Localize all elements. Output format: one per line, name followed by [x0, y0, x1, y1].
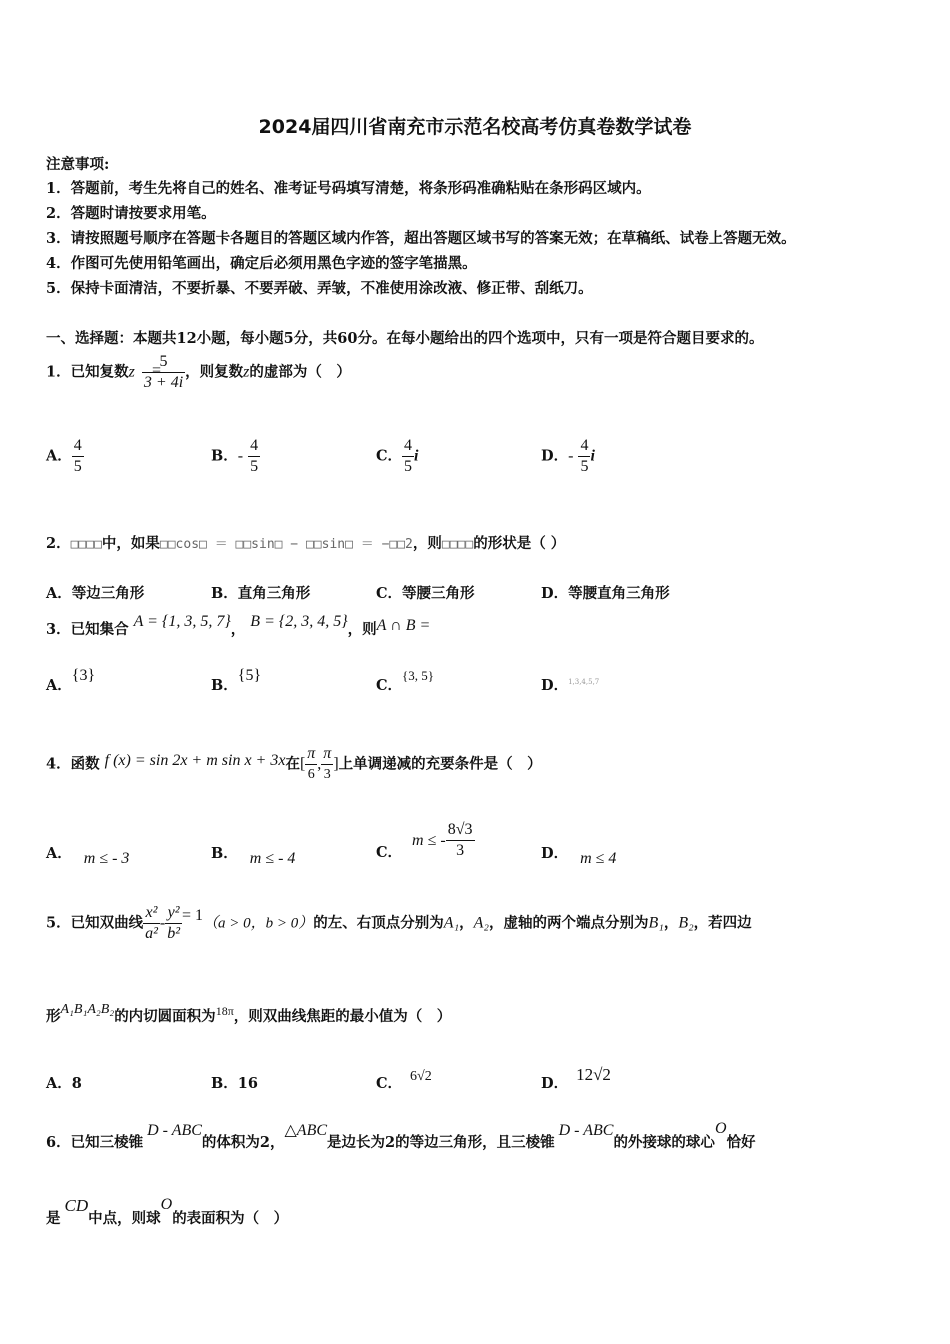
q1-z2: z — [243, 363, 250, 381]
q4-left-bracket: [ — [299, 755, 306, 773]
q4-suffix: 上单调递减的充要条件是（ ） — [338, 755, 542, 773]
q5-a2: A₂ — [473, 914, 489, 932]
q4-option-d — [541, 842, 617, 867]
q4-b-val: m ≤ - 4 — [249, 850, 296, 867]
question-5: 5．已知双曲线 $\frac{\text{x²}}{\text{a²}}$ - $\frac{\text{y²}}{\text{b²}}$ = 1（a > 0，b > 0）的左、右顶点分别为A₁，A₂，虚轴的两个端点分别为B₁，B₂，若四边 — [46, 904, 752, 942]
q4-function: f (x) = sin 2x + m sin x + 3x — [104, 751, 286, 769]
q1-den: 3 + 4i — [143, 374, 184, 391]
q3-option-a — [46, 667, 96, 695]
q2-option-d: D．等腰直角三角形 — [541, 585, 670, 602]
q1-fraction — [142, 352, 185, 393]
q4-a-val: m ≤ - 3 — [83, 850, 130, 867]
q2-prefix: 2． — [46, 535, 71, 552]
q1-c-i: i — [414, 447, 419, 465]
note-item-5: 5．保持卡面清洁，不要折暴、不要弄破、弄皱，不准使用涂改液、修正带、刮纸刀。 — [46, 280, 593, 297]
q4-option-c — [376, 820, 475, 861]
q3-option-c — [376, 668, 435, 695]
q6-cd: CD — [64, 1196, 89, 1215]
q6-prefix: 6．已知三棱锥 — [46, 1134, 144, 1151]
section-heading: 一、选择题：本题共12小题，每小题5分，共60分。在每小题给出的四个选项中，只有一项是符合题目要求的。 — [46, 330, 764, 347]
question-6-line-2 — [46, 1196, 289, 1228]
q4-frac-2 — [321, 744, 333, 785]
q1-c-label: C． — [376, 447, 403, 465]
q2-option-a: A．等边三角形 — [46, 585, 145, 602]
q1-b-num: 4 — [248, 436, 260, 457]
q5-text-3: ，若四边 — [693, 914, 752, 932]
q3-option-b — [211, 667, 262, 695]
q4-c-pre: m ≤ - — [412, 831, 446, 849]
q5-den-b: b² — [167, 925, 181, 942]
q3-option-d — [541, 674, 599, 695]
q2-option-c: C．等腰三角形 — [376, 585, 475, 602]
q4-den-2: 3 — [323, 767, 331, 782]
q4-a-label: A． — [46, 845, 72, 862]
q2-text-1: 中，如果 — [101, 535, 160, 552]
q5-text-2: ，虚轴的两个端点分别为 — [488, 914, 649, 932]
note-item-3: 3．请按照题号顺序在答题卡各题目的答题区域内作答，超出答题区域书写的答案无效；在草稿纸、试卷上答题无效。 — [46, 230, 796, 247]
q5-option-a — [46, 1072, 82, 1093]
q3-a-val: {3} — [71, 667, 96, 684]
q6-line2-b: 中点，则球 — [88, 1210, 161, 1227]
q2-text-3: 的形状是（ ） — [473, 535, 566, 552]
q6-pyramid: D - ABC — [147, 1122, 202, 1139]
q3-comma: ， — [230, 621, 246, 638]
q3-b-label: B． — [211, 677, 238, 694]
q5-b-val: 16 — [237, 1075, 258, 1092]
question-4: 4．函数 f (x) = sin 2x + m sin x + 3x在[ $\frac{\pi}{6}$ , $\frac{\pi}{3}$ ]上单调递减的充要条件是（ ） — [46, 744, 542, 785]
q5-d-label: D． — [541, 1075, 569, 1092]
q5-num-y: y² — [165, 903, 182, 924]
q1-num: 5 — [142, 352, 185, 373]
q4-c-num: 8√3 — [446, 820, 475, 841]
q1-suffix2: 的虚部为（ ） — [249, 363, 351, 381]
q4-right-bracket: ] — [333, 755, 339, 773]
q4-frac-1 — [305, 744, 317, 785]
q6-triangle: △ABC — [284, 1122, 328, 1139]
q6-line2-a: 是 — [46, 1210, 61, 1227]
q4-c-frac — [446, 820, 475, 861]
question-6 — [46, 1120, 756, 1152]
q1-d-num: 4 — [578, 436, 590, 457]
q4-den-1: 6 — [307, 767, 315, 782]
q3-then: ，则 — [347, 621, 377, 638]
q1-c-num: 4 — [402, 436, 414, 457]
notes-heading: 注意事项: — [46, 156, 110, 173]
q1-option-c — [376, 436, 419, 477]
q6-text-4: 恰好 — [726, 1134, 756, 1151]
q1-prefix: 1．已知复数 — [46, 363, 129, 381]
q1-d-frac — [578, 436, 590, 477]
q5-b1: B₁ — [648, 914, 664, 932]
q3-prefix: 3．已知集合 — [46, 621, 129, 638]
q1-option-a — [46, 436, 84, 477]
q1-a-den: 5 — [73, 458, 82, 475]
q5-num-x: x² — [143, 903, 160, 924]
q5-line2-c: ，则双曲线焦距的最小值为（ ） — [233, 1008, 452, 1025]
q5-a-val: 8 — [71, 1075, 82, 1092]
q1-c-frac — [402, 436, 414, 477]
q4-c-den: 3 — [456, 842, 465, 859]
q5-conditions: （a > 0，b > 0） — [203, 915, 314, 932]
q1-eq: = — [152, 362, 162, 379]
question-1 — [46, 352, 351, 393]
q5-c-val: 6√2 — [410, 1069, 432, 1084]
q3-set-b: B = {2, 3, 4, 5} — [250, 613, 348, 630]
q2-text-2: ，则 — [412, 535, 442, 552]
q5-b2: B₂ — [678, 914, 694, 932]
q5-quad: A₁B₁A₂B₂ — [60, 1002, 115, 1017]
q1-z: z — [128, 363, 135, 381]
q4-prefix: 4．函数 — [46, 755, 100, 773]
q6-line2-c: 的表面积为（ ） — [172, 1210, 289, 1227]
q5-line2-b: 的内切圆面积为 — [114, 1008, 216, 1025]
q1-d-sign: - — [568, 447, 574, 465]
q1-option-d — [541, 436, 595, 477]
q6-text-2: 是边长为2的等边三角形，且三棱锥 — [327, 1134, 555, 1151]
q4-option-a — [46, 842, 130, 867]
q5-option-c — [376, 1069, 432, 1093]
q1-a-frac — [72, 436, 84, 477]
q4-d-val: m ≤ 4 — [580, 850, 617, 867]
q5-frac-x — [143, 903, 160, 944]
question-5-line-2 — [46, 1002, 452, 1026]
q1-c-den: 5 — [404, 458, 413, 475]
q1-b-frac — [248, 436, 260, 477]
q4-pi-2: π — [321, 744, 333, 765]
q4-d-label: D． — [541, 845, 569, 862]
q4-pi-1: π — [305, 744, 317, 765]
q6-center-o: O — [714, 1120, 727, 1137]
q5-a1: A₁ — [443, 914, 460, 932]
question-2 — [46, 532, 565, 553]
q1-b-label: B． — [211, 447, 238, 465]
q4-c-label: C． — [376, 843, 403, 861]
q3-b-val: {5} — [237, 667, 262, 684]
q3-set-a: A = {1, 3, 5, 7} — [133, 613, 231, 630]
q1-suffix: ，则复数 — [185, 363, 244, 381]
q3-c-label: C． — [376, 677, 403, 694]
q1-option-b — [211, 436, 260, 477]
q5-den-a: a² — [145, 925, 158, 942]
q5-prefix: 5．已知双曲线 — [46, 914, 144, 932]
q5-frac-y — [165, 903, 182, 944]
q6-pyramid-2: D - ABC — [558, 1122, 614, 1139]
q6-ball-o: O — [160, 1196, 173, 1213]
q4-zai: 在 — [285, 755, 300, 773]
q1-a-num: 4 — [72, 436, 84, 457]
note-item-4: 4．作图可先使用铅笔画出，确定后必须用黑色字迹的签字笔描黑。 — [46, 255, 477, 272]
q1-b-sign: - — [237, 447, 244, 465]
q3-d-val: 1,3,4,5,7 — [568, 678, 600, 686]
q5-option-b — [211, 1072, 258, 1093]
q3-d-label: D． — [541, 677, 569, 694]
page-title: 2024届四川省南充市示范名校高考仿真卷数学试卷 — [258, 116, 692, 138]
q2-option-b: B．直角三角形 — [211, 585, 311, 602]
q3-c-val: {3, 5} — [402, 668, 435, 683]
q3-a-label: A． — [46, 677, 72, 694]
q2-garbled-3: □□□□ — [441, 537, 474, 552]
q1-b-den: 5 — [250, 458, 259, 475]
q4-b-label: B． — [211, 845, 238, 862]
note-item-2: 2．答题时请按要求用笔。 — [46, 205, 216, 222]
q5-option-d — [541, 1065, 611, 1093]
q5-minus: - — [159, 914, 166, 932]
q5-d-val: 12√2 — [576, 1065, 611, 1084]
q6-text-1: 的体积为2， — [201, 1134, 285, 1151]
q5-eq: = 1 — [182, 906, 204, 924]
q5-a-label: A． — [46, 1075, 72, 1092]
q1-d-label: D． — [541, 447, 569, 465]
q6-text-3: 的外接球的球心 — [613, 1134, 715, 1151]
note-item-1: 1．答题前，考生先将自己的姓名、准考证号码填写清楚，将条形码准确粘贴在条形码区域内。 — [46, 180, 651, 197]
q4-option-b — [211, 842, 296, 867]
q5-line2-a: 形 — [46, 1008, 61, 1025]
q1-d-i: i — [590, 447, 595, 465]
q1-a-label: A． — [46, 447, 72, 465]
q5-text-1: 的左、右顶点分别为 — [313, 914, 444, 932]
q5-area: 18π — [215, 1004, 234, 1018]
q2-garbled-1: □□□□ — [70, 537, 102, 552]
q5-b-label: B． — [211, 1075, 238, 1092]
q5-c-label: C． — [376, 1075, 403, 1092]
q2-garbled-2: □□cos□ ＝ □□sin□ − □□sin□ ＝ −□□2 — [159, 537, 413, 552]
question-3 — [46, 613, 431, 639]
q3-expr: A ∩ B = — [376, 617, 431, 634]
q1-d-den: 5 — [580, 458, 589, 475]
